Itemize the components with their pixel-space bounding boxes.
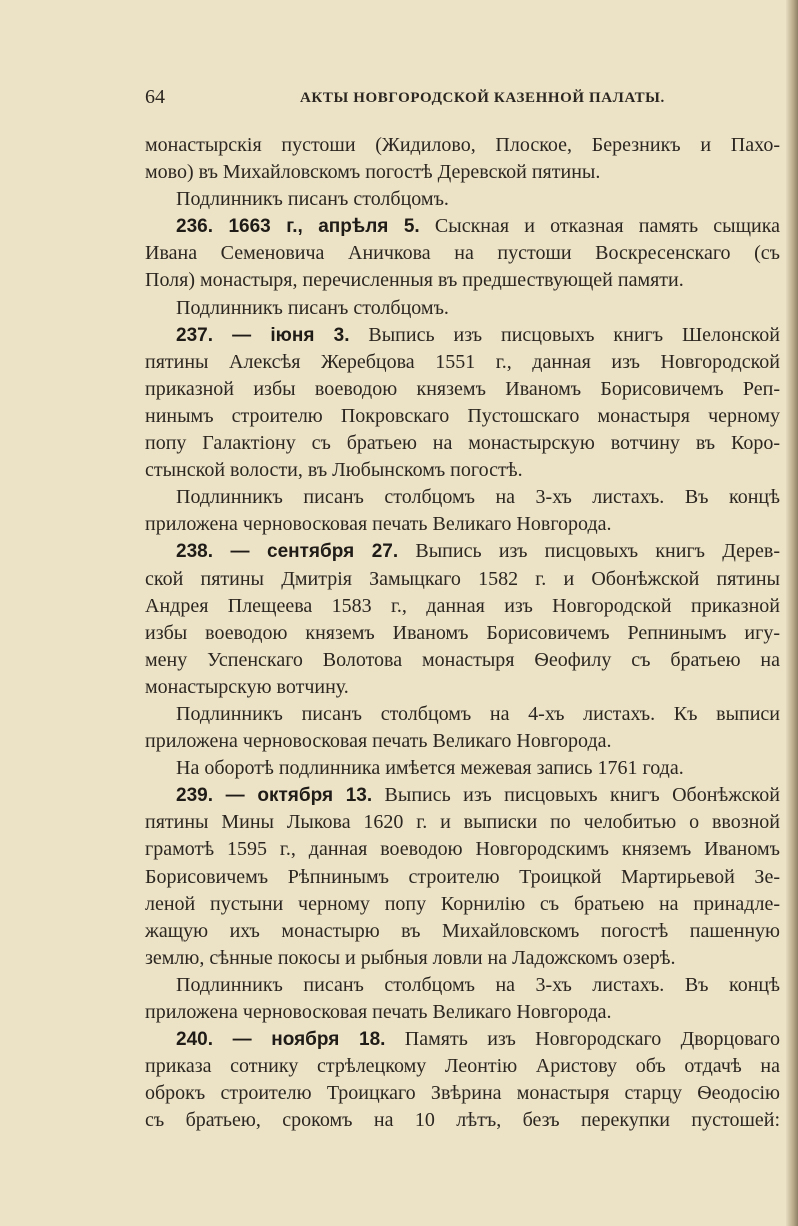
text-line <box>145 349 780 376</box>
line-text: мово) въ Михайловскомъ погостѣ Деревской пятины. <box>145 161 601 184</box>
text-line <box>145 674 780 701</box>
line-text: Подлинникъ писанъ столбцомъ на 3-хъ листахъ. Въ концѣ <box>176 973 780 996</box>
text-line <box>145 1053 780 1080</box>
line-text: жащую ихъ монастырю въ Михайловскомъ погостѣ пашенную <box>145 919 780 942</box>
entry-date: 236. 1663 г., апрѣля 5. <box>176 216 420 238</box>
text-line <box>145 620 780 647</box>
text-line <box>145 159 780 186</box>
line-text: Подлинникъ писанъ столбцомъ на 4-хъ листахъ. Къ выписи <box>176 702 780 725</box>
line-text: приложена черновосковая печать Великаго Новгорода. <box>145 730 612 753</box>
line-text: приложена черновосковая печать Великаго Новгорода. <box>145 1001 612 1023</box>
text-line <box>145 809 780 836</box>
line-text: пятины Мины Лыкова 1620 г. и выписки по челобитью о ввозной <box>145 811 780 834</box>
line-text: монастырскую вотчину. <box>145 675 349 698</box>
entry-date: 240. — ноября 18. <box>176 1029 386 1051</box>
text-line <box>145 891 780 918</box>
text-line <box>145 728 780 755</box>
line-text: Подлинникъ писанъ столбцомъ на 3-хъ листахъ. Въ концѣ <box>176 486 780 509</box>
line-text: Ивана Семеновича Аничкова на пустоши Воскресенскаго (съ <box>145 242 780 265</box>
running-title: АКТЫ НОВГОРОДСКОЙ КАЗЕННОЙ ПАЛАТЫ. <box>300 90 665 106</box>
line-text: Выпись изъ писцовыхъ книгъ Шелонской <box>368 323 780 346</box>
entry-heading-line <box>145 538 780 565</box>
line-text: попу Галактіону съ братьею на монастырскую вотчину въ Коро- <box>145 432 780 455</box>
entry-heading-line <box>145 782 780 809</box>
text-line <box>145 430 780 457</box>
page-number: 64 <box>145 86 165 108</box>
text-line <box>145 1080 780 1107</box>
text-line <box>145 1107 780 1134</box>
text-line <box>145 647 780 674</box>
line-text: приложена черновосковая печать Великаго Новгорода. <box>145 513 612 536</box>
line-text: оброкъ строителю Троицкаго Звѣрина монастыря старцу Ѳеодосію <box>145 1082 780 1105</box>
text-line <box>145 945 780 972</box>
line-text: нинымъ строителю Покровскаго Пустошскаго монастыря черному <box>145 404 780 427</box>
text-line <box>145 701 780 728</box>
line-text: Подлинникъ писанъ столбцомъ. <box>176 188 449 211</box>
entry-heading-line <box>145 1026 780 1053</box>
line-text: Подлинникъ писанъ столбцомъ. <box>176 296 449 319</box>
entry-heading-line <box>145 322 780 349</box>
text-line <box>145 593 780 620</box>
text-line <box>145 457 780 484</box>
text-line <box>145 403 780 430</box>
text-line <box>145 972 780 999</box>
line-text: монастырскія пустоши (Жидилово, Плоское, Березникъ и Пахо- <box>145 134 780 156</box>
page-edge-shadow <box>786 0 798 1226</box>
line-text: землю, сѣнные покосы и рыбныя ловли на Ладожскомъ озерѣ. <box>145 946 676 969</box>
text-line <box>145 918 780 945</box>
line-text: Андрея Плещеева 1583 г., данная изъ Новгородской приказной <box>145 594 780 617</box>
text-line <box>145 999 780 1026</box>
line-text: стынской волости, въ Любынскомъ погостѣ. <box>145 459 523 482</box>
text-line <box>145 511 780 538</box>
text-line <box>145 186 780 213</box>
entry-date: 239. — октября 13. <box>176 785 373 807</box>
text-line <box>145 295 780 322</box>
entry-heading-line <box>145 213 780 240</box>
body-text <box>145 132 780 1134</box>
text-line <box>145 240 780 267</box>
line-text: Борисовичемъ Рѣпнинымъ строителю Троицкой Мартирьевой Зе- <box>145 865 780 888</box>
text-line <box>145 267 780 294</box>
line-text: приказной избы воеводою княземъ Иваномъ Борисовичемъ Реп- <box>145 377 780 400</box>
entry-date: 237. — іюня 3. <box>176 324 350 346</box>
line-text: Поля) монастыря, перечисленныя въ предшествующей памяти. <box>145 269 684 292</box>
text-line <box>145 376 780 403</box>
line-text: съ братьею, срокомъ на 10 лѣтъ, безъ перекупки пустошей: <box>145 1109 780 1132</box>
text-line <box>145 755 780 782</box>
line-text: Выпись изъ писцовыхъ книгъ Обонѣжской <box>384 784 780 807</box>
line-text: грамотѣ 1595 г., данная воеводою Новгородскимъ княземъ Иваномъ <box>145 838 780 861</box>
line-text: Сыскная и отказная память сыщика <box>434 215 781 238</box>
text-line <box>145 864 780 891</box>
line-text: На оборотѣ подлинника имѣется межевая запись 1761 года. <box>176 757 684 780</box>
text-line <box>145 132 780 159</box>
line-text: леной пустыни черному попу Корнилію съ братьею на принадле- <box>145 892 780 915</box>
line-text: избы воеводою княземъ Иваномъ Борисовичемъ Репнинымъ игу- <box>145 621 780 644</box>
line-text: приказа сотнику стрѣлецкому Леонтію Аристову объ отдачѣ на <box>145 1055 780 1078</box>
line-text: мену Успенскаго Волотова монастыря Ѳеофилу съ братьею на <box>145 648 780 671</box>
line-text: пятины Алексѣя Жеребцова 1551 г., данная изъ Новгородской <box>145 350 780 373</box>
line-text: Память изъ Новгородскаго Дворцоваго <box>404 1028 781 1051</box>
line-text: ской пятины Дмитрія Замыцкаго 1582 г. и Обонѣжской пятины <box>145 567 780 590</box>
entry-date: 238. — сентября 27. <box>176 541 399 563</box>
text-line <box>145 836 780 863</box>
text-line <box>145 484 780 511</box>
text-line <box>145 566 780 593</box>
line-text: Выпись изъ писцовыхъ книгъ Дерев- <box>415 540 780 563</box>
